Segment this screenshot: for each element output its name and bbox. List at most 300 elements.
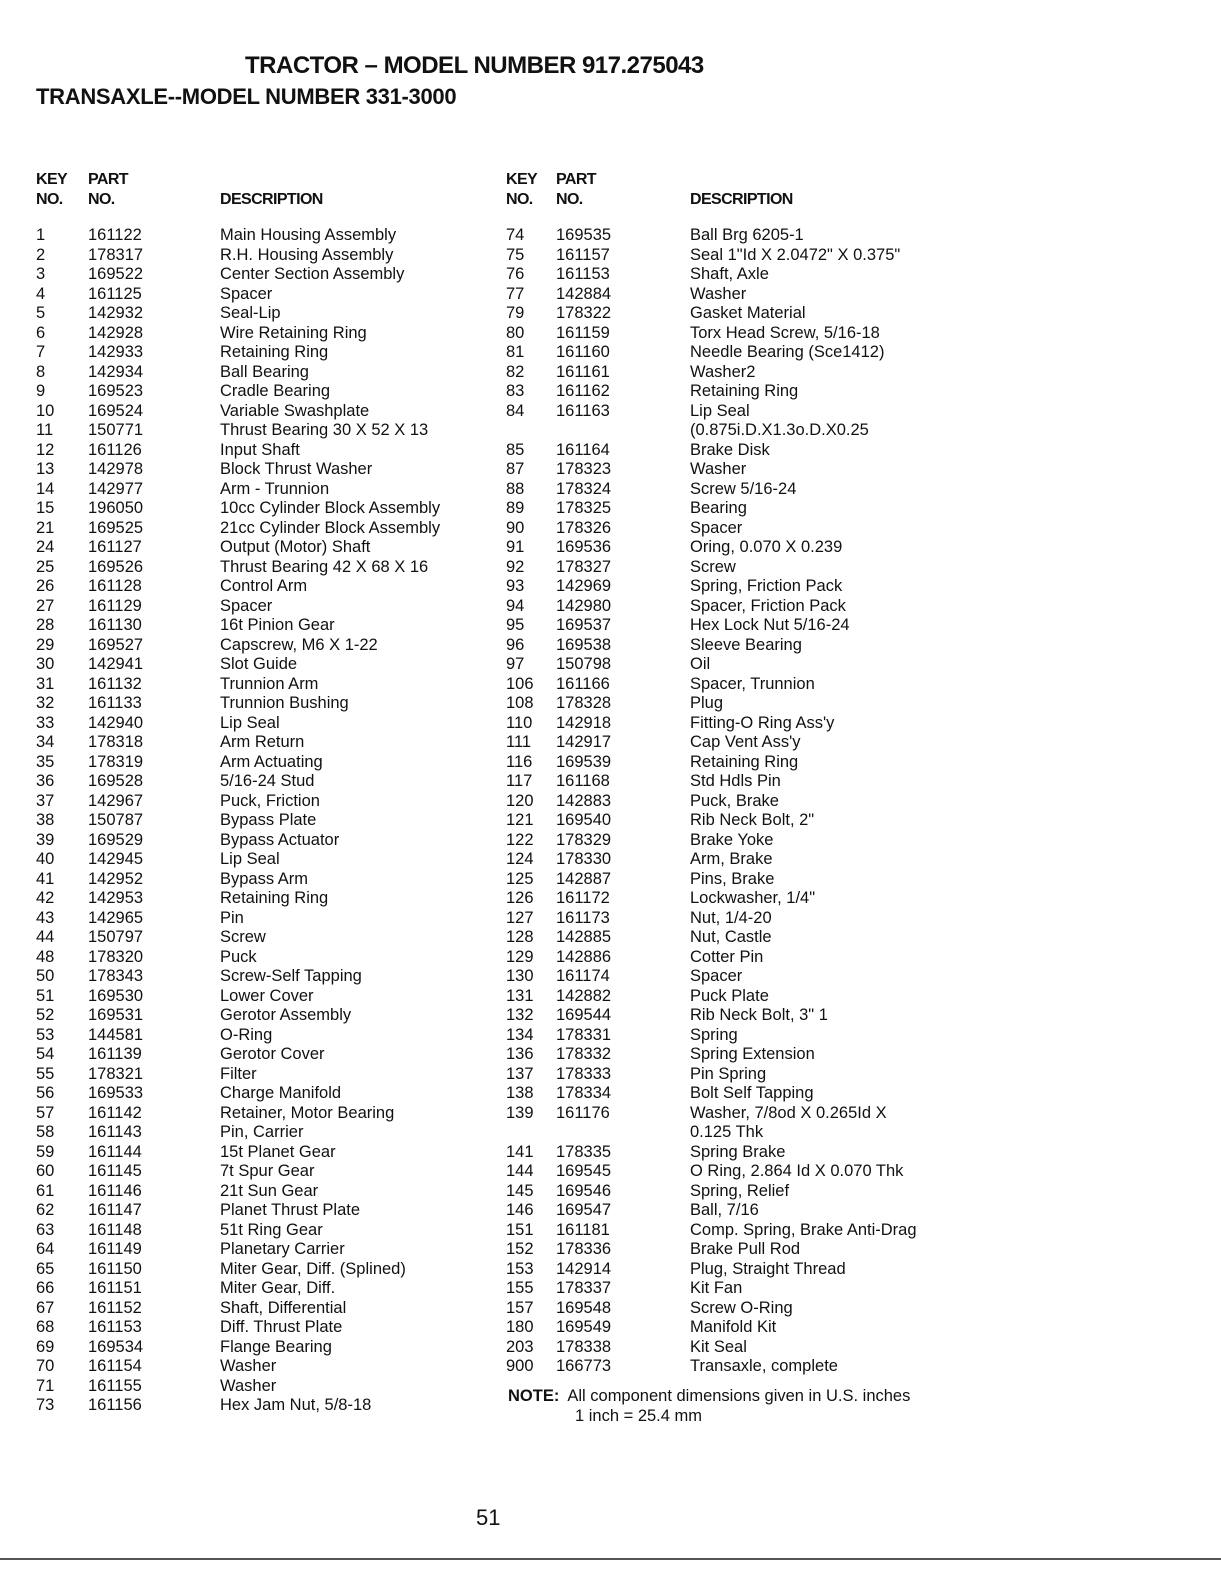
part-description: 21cc Cylinder Block Assembly (220, 518, 441, 537)
part-description: Oring, 0.070 X 0.239 (690, 538, 843, 556)
key-no: 134 (506, 1025, 534, 1044)
part-description: O-Ring (220, 1025, 273, 1044)
part-no: 161150 (88, 1259, 142, 1278)
key-no: 66 (36, 1279, 55, 1297)
key-no: 131 (506, 986, 534, 1005)
part-no: 142941 (88, 655, 144, 673)
part-description: Spacer, Trunnion (690, 674, 815, 693)
part-no: 161173 (556, 908, 610, 927)
part-no: 169536 (556, 538, 612, 556)
key-no: 7 (36, 343, 46, 361)
key-no: 121 (506, 811, 534, 829)
part-description: Thrust Bearing 30 X 52 X 13 (220, 421, 429, 439)
part-description: Arm Actuating (220, 752, 323, 771)
key-no: 14 (36, 479, 55, 498)
key-no: 96 (506, 635, 525, 654)
part-no: 150787 (88, 811, 144, 829)
key-no: 87 (506, 460, 525, 478)
part-description: Washer (690, 284, 747, 303)
description-header-right: DESCRIPTION (690, 191, 793, 208)
part-no: 142932 (88, 304, 144, 322)
part-description: Trunnion Arm (220, 674, 319, 693)
part-no: 169526 (88, 557, 144, 576)
part-no: 169525 (88, 518, 144, 537)
part-description: Main Housing Assembly (220, 226, 397, 244)
part-no: 169537 (556, 616, 612, 634)
key-no: 9 (36, 382, 46, 400)
part-no: 161149 (88, 1240, 142, 1258)
key-no: 67 (36, 1298, 55, 1317)
key-no: 25 (36, 557, 55, 576)
key-no: 48 (36, 947, 55, 966)
key-no: 80 (506, 323, 525, 342)
part-no: 142928 (88, 323, 144, 342)
part-description: Puck Plate (690, 986, 769, 1005)
part-description: Oil (690, 655, 711, 673)
part-description: Transaxle, complete (690, 1357, 838, 1375)
part-no: 178343 (88, 967, 144, 985)
part-description: Puck (220, 947, 257, 966)
key-no: 141 (506, 1142, 534, 1161)
part-description: Washer (220, 1376, 277, 1395)
key-no: 28 (36, 616, 55, 634)
key-no: 50 (36, 967, 55, 985)
part-description: Planetary Carrier (220, 1240, 345, 1258)
part-no: 178332 (556, 1045, 612, 1063)
part-no: 178337 (556, 1279, 612, 1297)
part-no: 169533 (88, 1084, 144, 1102)
key-no: 77 (506, 284, 525, 303)
part-description: Plug, Straight Thread (690, 1259, 846, 1278)
part-description: Arm, Brake (690, 850, 773, 868)
part-no: 161163 (556, 401, 610, 420)
key-no: 127 (506, 908, 534, 927)
key-no: 108 (506, 694, 534, 712)
part-no: 142940 (88, 713, 144, 732)
part-description: Input Shaft (220, 440, 300, 459)
part-description: Shaft, Differential (220, 1298, 347, 1317)
key-no: 126 (506, 889, 534, 907)
key-no: 26 (36, 577, 55, 595)
part-no: 161151 (88, 1279, 142, 1297)
part-no: 178331 (556, 1025, 612, 1044)
part-description: Spacer, Friction Pack (690, 596, 846, 615)
key-no: 29 (36, 635, 55, 654)
key-no: 65 (36, 1259, 55, 1278)
key-no: 128 (506, 928, 534, 946)
part-description: Needle Bearing (Sce1412) (690, 343, 885, 361)
part-no: 150771 (88, 421, 144, 439)
key-no: 1 (36, 226, 46, 244)
part-description: O Ring, 2.864 Id X 0.070 Thk (690, 1162, 904, 1180)
part-description: Cap Vent Ass'y (690, 733, 801, 751)
key-no: 64 (36, 1240, 55, 1258)
part-no: 161145 (88, 1162, 142, 1180)
key-no: 5 (36, 304, 46, 322)
key-no: 8 (36, 362, 46, 381)
part-description: Retainer, Motor Bearing (220, 1103, 395, 1122)
part-description: Spring (690, 1025, 738, 1044)
part-no-header: PART NO. (88, 171, 128, 208)
part-description: (0.875i.D.X1.3o.D.X0.25 (690, 421, 869, 439)
part-no: 161146 (88, 1181, 142, 1200)
key-no: 51 (36, 986, 55, 1005)
key-no: 124 (506, 850, 534, 868)
part-no: 178322 (556, 304, 612, 322)
note-line-1: All component dimensions given in U.S. inches (567, 1387, 911, 1405)
key-no: 129 (506, 947, 534, 966)
key-no: 63 (36, 1220, 55, 1239)
part-no: 169524 (88, 401, 144, 420)
part-description: Manifold Kit (690, 1318, 777, 1336)
part-no: 178328 (556, 694, 612, 712)
key-no: 111 (506, 733, 532, 751)
key-no: 61 (36, 1181, 55, 1200)
part-no: 169523 (88, 382, 144, 400)
part-no: 161155 (88, 1376, 142, 1395)
part-no: 169538 (556, 635, 612, 654)
part-description: Output (Motor) Shaft (220, 538, 371, 556)
key-no: 152 (506, 1240, 534, 1258)
part-description: Flange Bearing (220, 1337, 332, 1356)
part-description: Retaining Ring (220, 343, 329, 361)
key-no: 33 (36, 713, 55, 732)
key-no: 94 (506, 596, 525, 615)
part-no: 142886 (556, 947, 612, 966)
part-description: 5/16-24 Stud (220, 772, 315, 790)
key-no: 2 (36, 245, 46, 264)
part-description: Puck, Brake (690, 791, 779, 810)
key-no: 85 (506, 440, 525, 459)
part-no: 178338 (556, 1337, 612, 1356)
key-no: 57 (36, 1103, 55, 1122)
part-no: 161139 (88, 1045, 142, 1063)
part-no: 169522 (88, 265, 144, 283)
key-no: 74 (506, 226, 525, 244)
part-no: 161159 (556, 323, 610, 342)
part-description: Gasket Material (690, 304, 806, 322)
key-no: 55 (36, 1064, 55, 1083)
part-description: Lockwasher, 1/4" (690, 889, 816, 907)
part-description: Bypass Actuator (220, 830, 340, 849)
key-no: 203 (506, 1337, 534, 1356)
part-no: 142883 (556, 791, 612, 810)
part-description: Spring, Relief (690, 1181, 790, 1200)
key-no: 38 (36, 811, 55, 829)
key-no: 110 (506, 713, 533, 732)
part-no: 169535 (556, 226, 612, 244)
part-no: 161126 (88, 440, 142, 459)
part-no: 161133 (88, 694, 142, 712)
page-number: 51 (476, 1505, 501, 1530)
part-description: 15t Planet Gear (220, 1142, 336, 1161)
part-description: Screw 5/16-24 (690, 479, 797, 498)
key-no: 180 (506, 1318, 534, 1336)
part-no: 161153 (556, 265, 610, 283)
key-no: 52 (36, 1006, 55, 1024)
key-no: 91 (506, 538, 525, 556)
part-no: 169545 (556, 1162, 612, 1180)
key-no: 90 (506, 518, 525, 537)
part-no: 142969 (556, 577, 612, 595)
part-description: Washer (220, 1357, 277, 1375)
part-no: 161164 (556, 440, 610, 459)
part-no: 142882 (556, 986, 612, 1005)
part-no: 150797 (88, 928, 144, 946)
part-no: 161168 (556, 772, 610, 790)
key-no: 145 (506, 1181, 534, 1200)
key-no: 120 (506, 791, 534, 810)
key-no: 155 (506, 1279, 534, 1297)
key-no: 58 (36, 1123, 55, 1141)
key-no: 53 (36, 1025, 55, 1044)
part-no: 161157 (556, 245, 610, 264)
part-no: 161153 (88, 1318, 142, 1336)
part-description: Gerotor Assembly (220, 1006, 352, 1024)
part-no: 169540 (556, 811, 612, 829)
part-no: 161129 (88, 596, 142, 615)
part-description: Miter Gear, Diff. (220, 1279, 336, 1297)
part-description: Trunnion Bushing (220, 694, 349, 712)
part-description: Thrust Bearing 42 X 68 X 16 (220, 557, 429, 576)
key-no: 73 (36, 1396, 55, 1414)
part-description: 7t Spur Gear (220, 1162, 315, 1180)
part-no: 178326 (556, 518, 612, 537)
part-description: 10cc Cylinder Block Assembly (220, 499, 441, 517)
part-no: 142965 (88, 908, 144, 927)
part-no: 169529 (88, 830, 144, 849)
part-no: 169534 (88, 1337, 144, 1356)
key-no: 75 (506, 245, 525, 264)
part-no: 161130 (88, 616, 142, 634)
part-description: Center Section Assembly (220, 265, 405, 283)
part-no: 178327 (556, 557, 612, 576)
part-no: 142945 (88, 850, 144, 868)
part-no: 161127 (88, 538, 142, 556)
key-no: 95 (506, 616, 525, 634)
key-no: 62 (36, 1201, 55, 1219)
key-no: 41 (36, 869, 55, 888)
part-no: 142914 (556, 1259, 612, 1278)
part-no: 178324 (556, 479, 612, 498)
part-description: Spacer (220, 284, 273, 303)
part-description: Hex Jam Nut, 5/8-18 (220, 1396, 372, 1414)
part-description: Spacer (220, 596, 273, 615)
key-no: 106 (506, 674, 534, 693)
part-description: Ball Bearing (220, 362, 309, 381)
key-no: 97 (506, 655, 525, 673)
part-no: 178319 (88, 752, 144, 771)
key-no: 116 (506, 752, 533, 771)
page-title: TRACTOR – MODEL NUMBER 917.275043 (245, 52, 704, 79)
dimensions-note (508, 1386, 910, 1426)
part-no: 142952 (88, 869, 144, 888)
part-description: Planet Thrust Plate (220, 1201, 361, 1219)
key-no: 11 (36, 421, 54, 439)
part-no: 169539 (556, 752, 612, 771)
key-no: 76 (506, 265, 525, 283)
key-no: 146 (506, 1201, 534, 1219)
key-no: 88 (506, 479, 525, 498)
part-no: 142918 (556, 713, 612, 732)
part-no: 178333 (556, 1064, 612, 1083)
part-description: Lip Seal (690, 401, 750, 420)
part-description: Spring Brake (690, 1142, 786, 1161)
part-description: Variable Swashplate (220, 401, 370, 420)
part-no: 161148 (88, 1220, 142, 1239)
part-no: 178320 (88, 947, 144, 966)
part-description: Rib Neck Bolt, 3" 1 (690, 1006, 828, 1024)
part-no: 161132 (88, 674, 142, 693)
key-no: 24 (36, 538, 55, 556)
key-no: 12 (36, 440, 55, 459)
part-no: 161161 (556, 362, 610, 381)
part-description: Block Thrust Washer (220, 460, 373, 478)
key-no: 27 (36, 596, 55, 615)
key-no: 43 (36, 908, 55, 927)
part-description: Brake Pull Rod (690, 1240, 801, 1258)
part-description: Washer2 (690, 362, 756, 381)
part-no: 142917 (556, 733, 612, 751)
part-no: 178325 (556, 499, 612, 517)
part-no: 169548 (556, 1298, 612, 1317)
key-no: 35 (36, 752, 55, 771)
key-no: 138 (506, 1084, 534, 1102)
key-no: 157 (506, 1298, 534, 1317)
part-no: 178318 (88, 733, 144, 751)
part-description: Bearing (690, 499, 747, 517)
part-no: 161160 (556, 343, 610, 361)
key-no: 10 (36, 401, 55, 420)
part-no: 166773 (556, 1357, 612, 1375)
part-description: Retaining Ring (220, 889, 329, 907)
key-no: 40 (36, 850, 55, 868)
part-no: 196050 (88, 499, 144, 517)
part-description: Bypass Arm (220, 869, 309, 888)
part-description: R.H. Housing Assembly (220, 245, 394, 264)
part-description: Pin Spring (690, 1064, 767, 1083)
key-no: 36 (36, 772, 55, 790)
key-no: 60 (36, 1162, 55, 1180)
part-description: Spring Extension (690, 1045, 815, 1063)
part-no: 161176 (556, 1103, 610, 1122)
part-description: Lower Cover (220, 986, 314, 1005)
part-description: Plug (690, 694, 724, 712)
part-no: 178323 (556, 460, 612, 478)
part-description: Sleeve Bearing (690, 635, 802, 654)
part-description: Comp. Spring, Brake Anti-Drag (690, 1220, 917, 1239)
part-description: Wire Retaining Ring (220, 323, 367, 342)
part-description: Pin, Carrier (220, 1123, 304, 1141)
part-no: 161172 (556, 889, 610, 907)
part-description: Rib Neck Bolt, 2" (690, 811, 815, 829)
part-no: 161181 (556, 1220, 610, 1239)
part-description: Spacer (690, 967, 743, 985)
part-description: Cotter Pin (690, 947, 764, 966)
key-no: 117 (506, 772, 533, 790)
part-description: Shaft, Axle (690, 265, 769, 283)
part-no: 178329 (556, 830, 612, 849)
part-description: Seal-Lip (220, 304, 281, 322)
part-description: Diff. Thrust Plate (220, 1318, 343, 1336)
part-no: 161174 (556, 967, 610, 985)
description-header: DESCRIPTION (220, 191, 323, 208)
part-description: Screw (690, 557, 736, 576)
part-description: Kit Fan (690, 1279, 743, 1297)
note-line-2: 1 inch = 25.4 mm (575, 1407, 703, 1425)
part-description: Arm - Trunnion (220, 479, 330, 498)
part-description: Ball, 7/16 (690, 1201, 759, 1219)
part-no: 142953 (88, 889, 144, 907)
part-no: 169531 (88, 1006, 144, 1024)
key-no: 137 (506, 1064, 534, 1083)
part-description: Ball Brg 6205-1 (690, 226, 804, 244)
key-no: 4 (36, 284, 46, 303)
part-description: Seal 1"Id X 2.0472" X 0.375" (690, 245, 901, 264)
key-no: 15 (36, 499, 55, 517)
part-no: 178336 (556, 1240, 612, 1258)
key-no: 151 (506, 1220, 534, 1239)
part-description: Screw O-Ring (690, 1298, 793, 1317)
part-description: 0.125 Thk (690, 1123, 764, 1141)
part-no: 161147 (88, 1201, 142, 1219)
key-no: 93 (506, 577, 525, 595)
part-description: Retaining Ring (690, 382, 799, 400)
part-no: 142978 (88, 460, 144, 478)
key-no: 136 (506, 1045, 534, 1063)
part-description: Gerotor Cover (220, 1045, 325, 1063)
part-description: Charge Manifold (220, 1084, 342, 1102)
part-no: 161162 (556, 382, 610, 400)
part-description: Lip Seal (220, 850, 280, 868)
part-description: Hex Lock Nut 5/16-24 (690, 616, 850, 634)
part-no: 161122 (88, 226, 142, 244)
part-no: 169530 (88, 986, 144, 1005)
key-no-header-right: KEY NO. (506, 171, 538, 208)
part-no: 169528 (88, 772, 144, 790)
part-description: Pins, Brake (690, 869, 775, 888)
key-no: 39 (36, 830, 55, 849)
key-no: 59 (36, 1142, 55, 1161)
part-description: Pin (220, 908, 244, 927)
part-description: Screw (220, 928, 266, 946)
key-no: 32 (36, 694, 55, 712)
part-no: 142934 (88, 362, 144, 381)
part-no: 178321 (88, 1064, 144, 1083)
part-description: Retaining Ring (690, 752, 799, 771)
part-no-header-right: PART NO. (556, 171, 596, 208)
part-no: 161143 (88, 1123, 142, 1141)
key-no: 3 (36, 265, 46, 283)
part-no: 142933 (88, 343, 144, 361)
key-no: 89 (506, 499, 525, 517)
key-no: 69 (36, 1337, 55, 1356)
part-no: 142967 (88, 791, 144, 810)
part-no: 161125 (88, 284, 142, 303)
part-description: Brake Disk (690, 440, 770, 459)
part-no: 161156 (88, 1396, 142, 1414)
part-no: 161142 (88, 1103, 142, 1122)
part-description: Bolt Self Tapping (690, 1084, 814, 1102)
part-no: 142884 (556, 284, 612, 303)
part-description: Nut, Castle (690, 928, 772, 946)
key-no: 92 (506, 557, 525, 576)
key-no: 125 (506, 869, 534, 888)
key-no: 900 (506, 1357, 534, 1375)
note-label: NOTE: (508, 1387, 560, 1405)
part-description: Washer, 7/8od X 0.265Id X (690, 1103, 887, 1122)
key-no: 13 (36, 460, 55, 478)
